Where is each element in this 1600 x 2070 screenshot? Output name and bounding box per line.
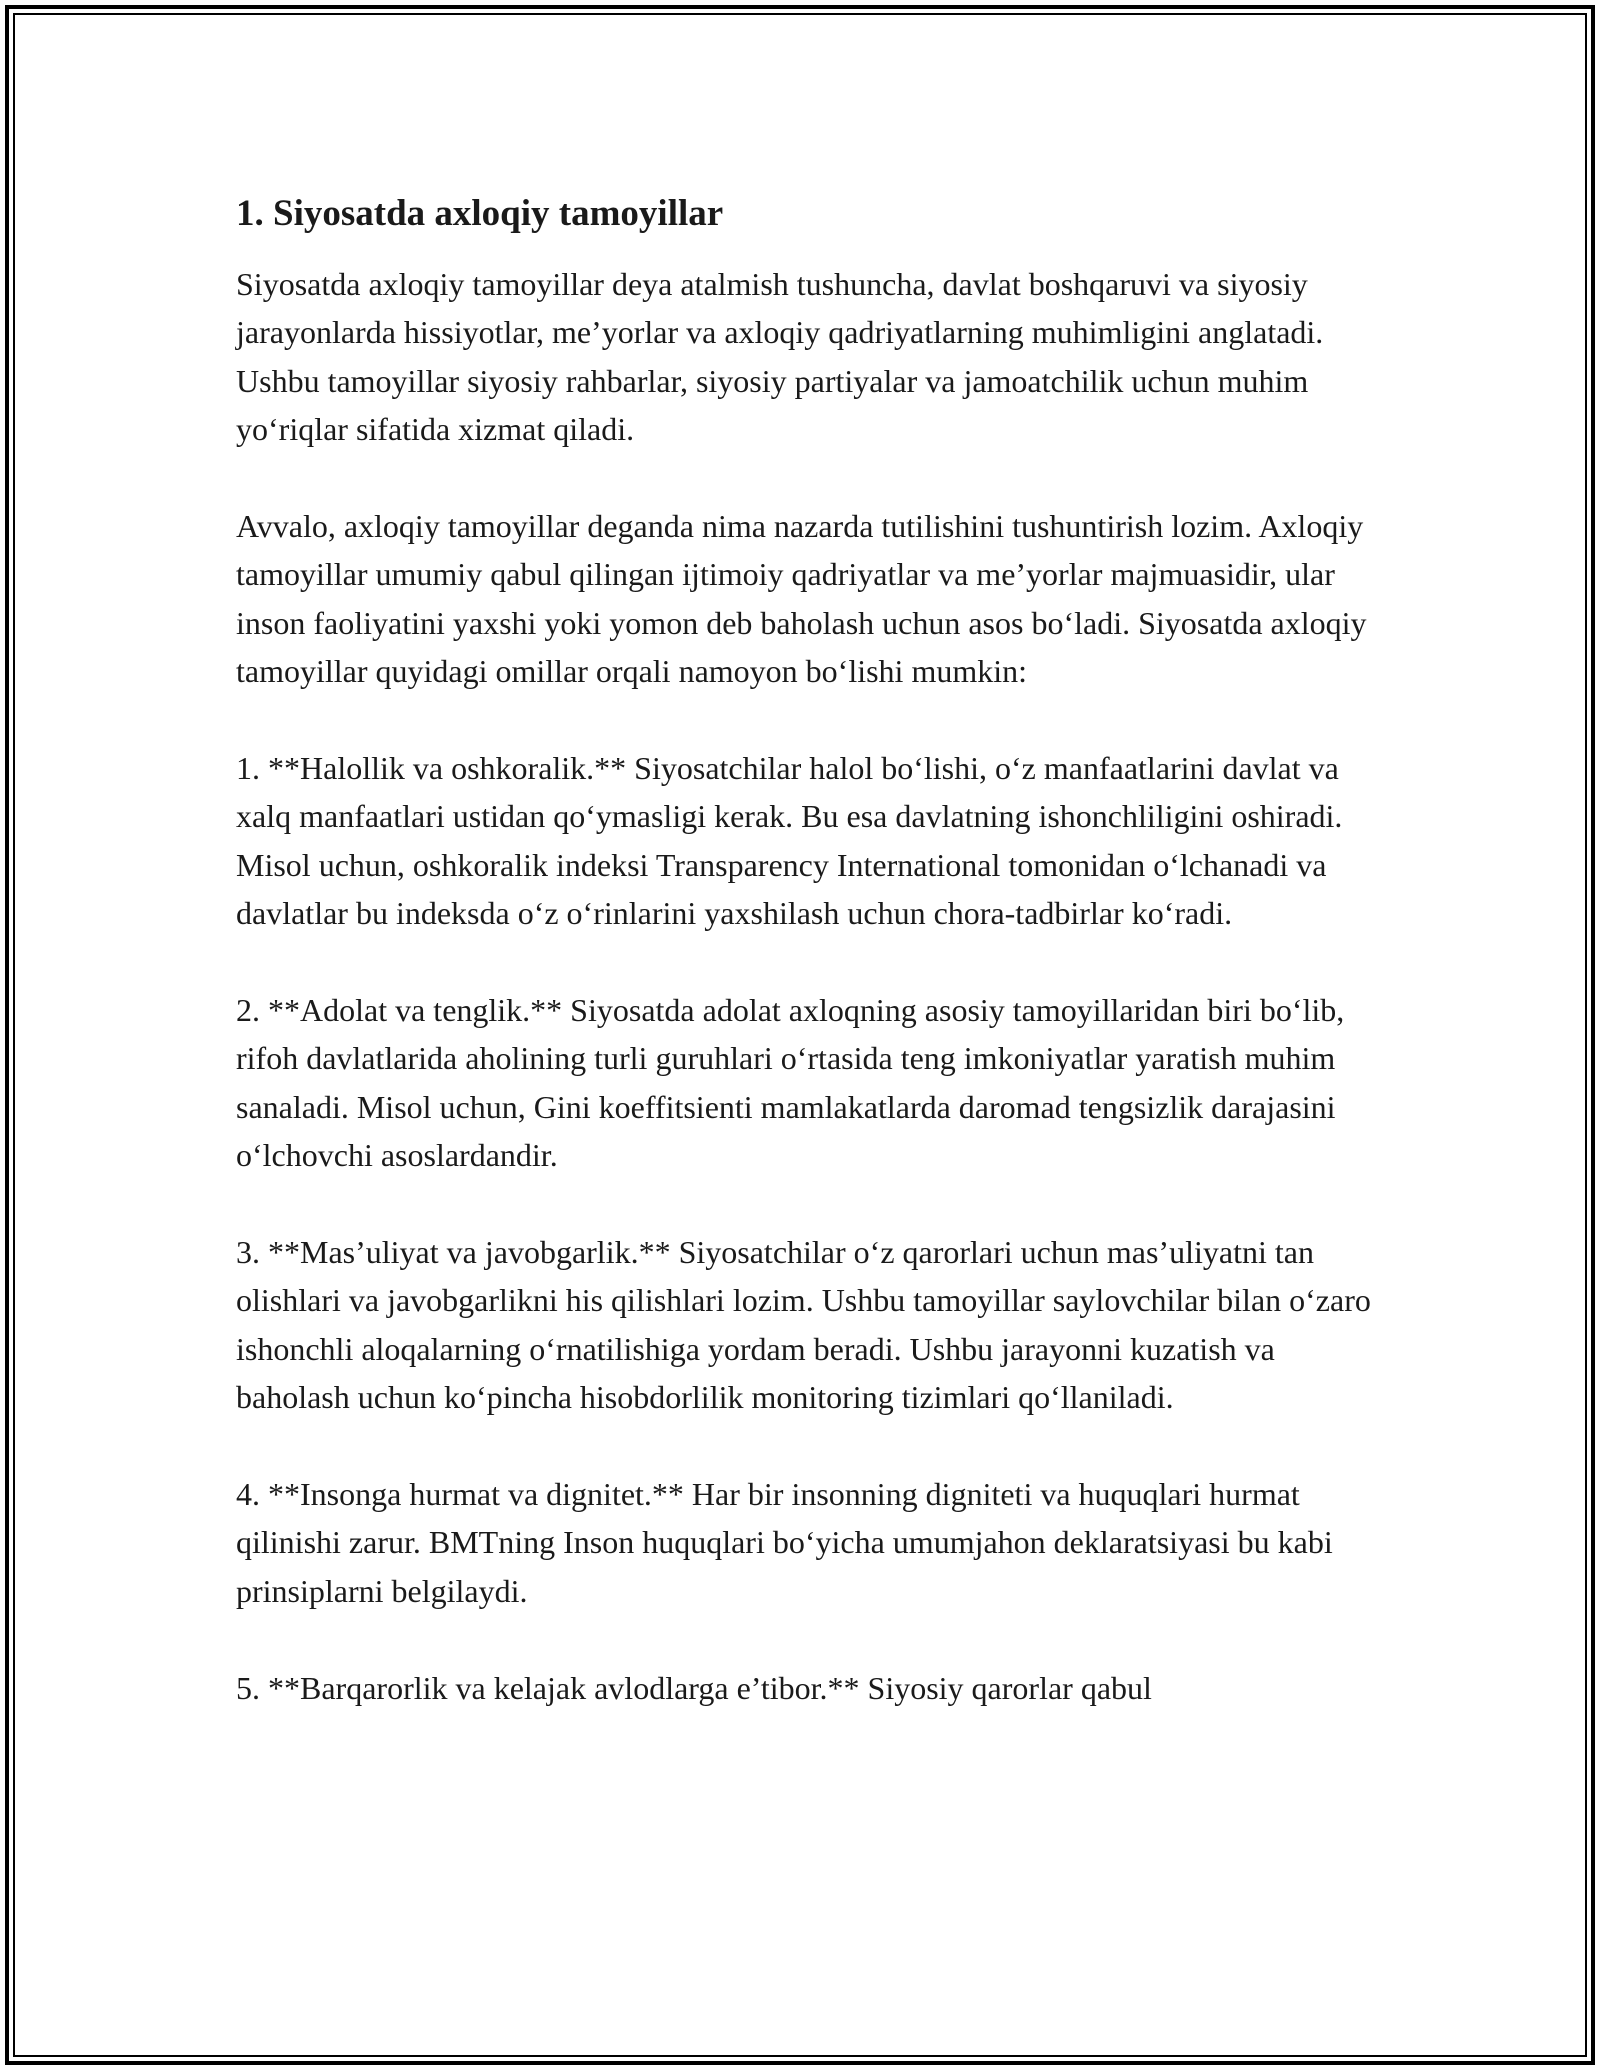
list-item-honesty: 1. **Halollik va oshkoralik.** Siyosatchilar halol bo‘lishi, o‘z manfaatlarini davlat va xalq manfaatlari ustidan qo‘ymasligi kerak. Bu esa davlatning ishonchliligini oshiradi. Misol uchun, oshkoralik indeksi Transparency International tomonidan o‘lchanadi va davlatlar bu indeksda o‘z o‘rinlarini yaxshilash uchun chora-tadbirlar ko‘radi. (236, 750, 1343, 932)
list-item-sustainability: 5. **Barqarorlik va kelajak avlodlarga e’tibor.** Siyosiy qarorlar qabul (236, 1669, 1152, 1706)
paragraph-intro: Siyosatda axloqiy tamoyillar deya atalmish tushuncha, davlat boshqaruvi va siyosiy jarayonlarda hissiyotlar, me’yorlar va axloqiy qadriyatlarning muhimligini anglatadi. Ushbu tamoyillar siyosiy rahbarlar, siyosiy partiyalar va jamoatchilik uchun muhim yo‘riqlar sifatida xizmat qiladi. (236, 266, 1324, 448)
list-item-responsibility: 3. **Mas’uliyat va javobgarlik.** Siyosatchilar o‘z qarorlari uchun mas’uliyatni tan olishlari va javobgarlikni his qilishlari lozim. Ushbu tamoyillar saylovchilar bilan o‘zaro ishonchli aloqalarning o‘rnatilishiga yordam beradi. Ushbu jarayonni kuzatish va baholash uchun ko‘pincha hisobdorlilik monitoring tizimlari qo‘llaniladi. (236, 1234, 1371, 1416)
list-item-respect: 4. **Insonga hurmat va dignitet.** Har bir insonning digniteti va huquqlari hurmat qilinishi zarur. BMTning Inson huquqlari bo‘yicha umumjahon deklaratsiyasi bu kabi prinsiplarni belgilaydi. (236, 1476, 1333, 1609)
paragraph-definition: Avvalo, axloqiy tamoyillar deganda nima nazarda tutilishini tushuntirish lozim. Axloqiy tamoyillar umumiy qabul qilingan ijtimoiy qadriyatlar va me’yorlar majmuasidir, ular inson faoliyatini yaxshi yoki yomon deb baholash uchun asos bo‘ladi. Siyosatda axloqiy tamoyillar quyidagi omillar orqali namoyon bo‘lishi mumkin: (236, 508, 1367, 690)
section-title: 1. Siyosatda axloqiy tamoyillar (236, 193, 724, 234)
list-item-justice: 2. **Adolat va tenglik.** Siyosatda adolat axloqning asosiy tamoyillaridan biri bo‘lib, rifoh davlatlarida aholining turli guruhlari o‘rtasida teng imkoniyatlar yaratish muhim sanaladi. Misol uchun, Gini koeffitsienti mamlakatlarda daromad tengsizlik darajasini o‘lchovchi asoslardandir. (236, 992, 1345, 1174)
document-body (236, 190, 1376, 1760)
